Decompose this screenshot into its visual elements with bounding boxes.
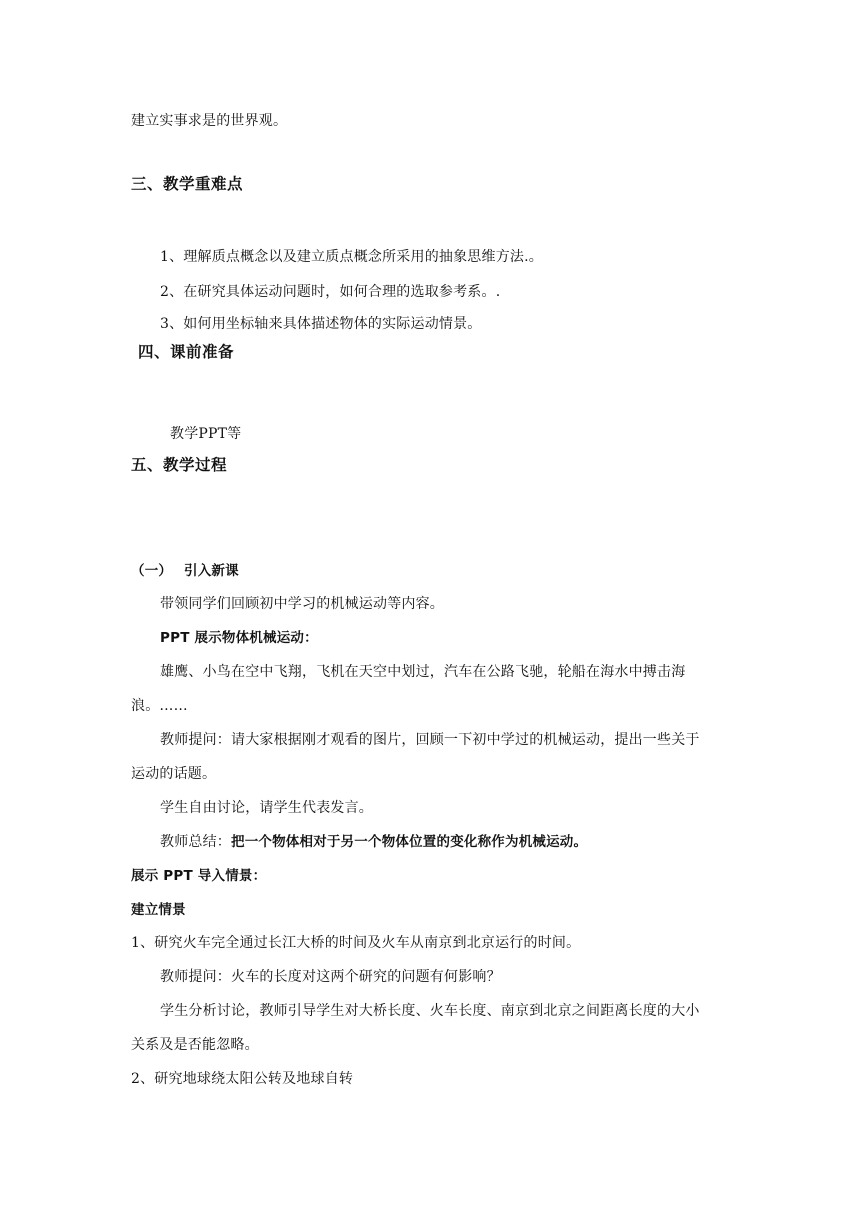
- paragraph-line: 教师提问：请大家根据刚才观看的图片，回顾一下初中学过的机械运动，提出一些关于: [160, 732, 700, 748]
- list-item: 2、在研究具体运动问题时，如何合理的选取参考系。.: [160, 284, 501, 300]
- list-item: 3、如何用坐标轴来具体描述物体的实际运动情景。: [160, 316, 482, 332]
- teacher-summary: [160, 832, 587, 852]
- paragraph: 教师提问：火车的长度对这两个研究的问题有何影响？: [160, 969, 501, 985]
- paragraph: 2、研究地球绕太阳公转及地球自转: [131, 1071, 354, 1087]
- subsection-label: （一）: [131, 563, 173, 579]
- list-item: 1、理解质点概念以及建立质点概念所采用的抽象思维方法.。: [160, 249, 543, 265]
- paragraph-bold: 建立情景: [131, 902, 186, 918]
- paragraph-line: 关系及是否能忽略。: [131, 1037, 259, 1053]
- subsection-title: 引入新课: [184, 563, 239, 579]
- summary-prefix: 教师总结：: [160, 834, 231, 850]
- paragraph-bold: 展示 PPT 导入情景：: [131, 868, 267, 884]
- summary-bold-text: 把一个物体相对于另一个物体位置的变化称作为机械运动。: [231, 834, 588, 850]
- section-heading-preparation: 四、课前准备: [138, 343, 235, 361]
- paragraph-bold: PPT 展示物体机械运动：: [160, 630, 318, 646]
- section-heading-key-points: 三、教学重难点: [131, 175, 244, 193]
- paragraph-line: 运动的话题。: [131, 766, 217, 782]
- paragraph-line: 学生分析讨论，教师引导学生对大桥长度、火车长度、南京到北京之间距离长度的大小: [160, 1003, 700, 1019]
- paragraph-line: 雄鹰、小鸟在空中飞翔，飞机在天空中划过，汽车在公路飞驰，轮船在海水中搏击海: [160, 664, 686, 680]
- paragraph: 1、研究火车完全通过长江大桥的时间及火车从南京到北京运行的时间。: [131, 935, 581, 951]
- preparation-text: 教学PPT等: [170, 426, 242, 442]
- paragraph-line: 浪。……: [131, 698, 188, 714]
- paragraph: 带领同学们回顾初中学习的机械运动等内容。: [160, 596, 444, 612]
- paragraph-intro-tail: 建立实事求是的世界观。: [131, 113, 288, 129]
- paragraph: 学生自由讨论，请学生代表发言。: [160, 800, 373, 816]
- section-heading-process: 五、教学过程: [131, 456, 228, 474]
